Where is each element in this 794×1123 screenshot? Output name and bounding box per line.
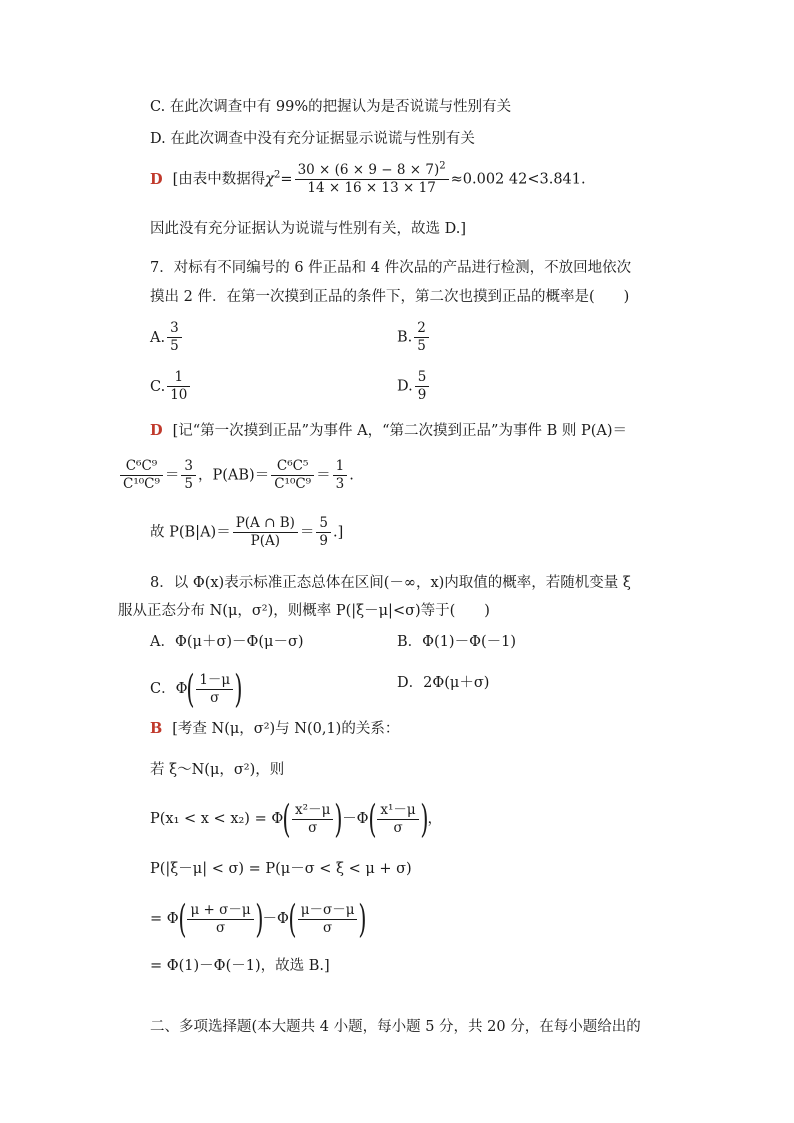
fraction-numerator: 30 × (6 × 9 − 8 × 7) bbox=[297, 162, 440, 178]
q7-option-d: D. $\frac{5}{9}$ bbox=[397, 369, 431, 404]
q7-stem-line2: 摸出 2 件．在第一次摸到正品的条件下，第二次也摸到正品的概率是( ) bbox=[150, 289, 630, 305]
q8-option-c: C．Φ( $\frac{1-\mu}{\sigma}$ ) bbox=[150, 667, 243, 711]
q8-solution-line4: P(|ξ－μ| < σ) = P(μ－σ < ξ < μ + σ) bbox=[150, 861, 412, 877]
numerator-exp: 2 bbox=[439, 160, 446, 172]
q7-options-row1 bbox=[150, 320, 426, 355]
q8-solution-line5: = Φ( $\frac{\mu + \sigma-\mu}{\sigma}$ )－Φ( $\frac{\mu-\sigma-\mu}{\sigma}$ ) bbox=[150, 897, 367, 941]
q6-solution-line1 bbox=[150, 162, 586, 197]
q7-solution-line3: 故 P(B|A)＝ $\frac{P(A \cap B)}{P(A)}$ ＝ $\frac{5}{9}$ .] bbox=[150, 515, 344, 549]
equals: = bbox=[280, 171, 293, 188]
q8-stem-line1: 8．以 Φ(x)表示标准正态总体在区间(－∞，x)内取值的概率，若随机变量 ξ bbox=[150, 575, 631, 591]
q6-solution-line2: 因此没有充分证据认为说谎与性别有关，故选 D.] bbox=[150, 221, 466, 237]
q7-solution-line2: $\frac{\text{C⁶C⁹}}{\text{C¹⁰C⁹}}$ ＝ $\frac{3}{5}$ ，P(AB)＝ $\frac{\text{C⁶C⁵}}{\text{C¹⁰C⁹}}$ ＝ $\frac{1}{3}$ . bbox=[118, 458, 354, 493]
q8-options-row1 bbox=[150, 632, 517, 652]
q7-stem-line1: 7．对标有不同编号的 6 件正品和 4 件次品的产品进行检测，不放回地依次 bbox=[150, 260, 632, 276]
q6-option-c: C. 在此次调查中有 99%的把握认为是否说谎与性别有关 bbox=[150, 99, 512, 115]
q8-solution-line2: 若 ξ～N(μ，σ²)，则 bbox=[150, 762, 285, 778]
q7-option-a: A. $\frac{3}{5}$ bbox=[150, 330, 184, 346]
q8-solution-line1: B [考查 N(μ，σ²)与 N(0,1)的关系： bbox=[150, 720, 400, 737]
q6-option-d: D. 在此次调查中没有充分证据显示说谎与性别有关 bbox=[150, 131, 475, 147]
q7-answer: D bbox=[150, 422, 163, 439]
q6-sol-prefix: [由表中数据得 bbox=[172, 171, 266, 188]
q7-option-c: C. $\frac{1}{10}$ bbox=[150, 379, 192, 395]
section-2-heading: 二、多项选择题(本大题共 4 小题，每小题 5 分，共 20 分，在每小题给出的 bbox=[150, 1019, 641, 1035]
q8-solution-line3: P(x₁ < x < x₂) = Φ( $\frac{\text{x²－μ}}{\sigma}$ )－Φ( $\frac{\text{x¹－μ}}{\sigma}$ )， bbox=[150, 797, 443, 841]
chi-symbol: χ bbox=[265, 171, 275, 188]
q7-solution-line1: D [记“第一次摸到正品”为事件 A，“第二次摸到正品”为事件 B 则 P(A)＝ bbox=[150, 422, 627, 439]
q8-options-row2 bbox=[150, 667, 490, 711]
q8-answer: B bbox=[150, 720, 163, 737]
q8-option-d: D．2Φ(μ＋σ) bbox=[397, 675, 490, 691]
chi-square-fraction bbox=[295, 162, 449, 197]
fraction-denominator: 14 × 16 × 13 × 17 bbox=[295, 179, 449, 197]
q6-sol-tail: ≈0.002 42<3.841. bbox=[450, 171, 586, 188]
q7-options-row2 bbox=[150, 369, 427, 404]
q6-answer: D bbox=[150, 170, 163, 188]
q8-stem-line2: 服从正态分布 N(μ，σ²)，则概率 P(|ξ－μ|<σ)等于( ) bbox=[118, 603, 490, 619]
q8-option-a: A．Φ(μ＋σ)－Φ(μ－σ) bbox=[150, 634, 304, 650]
q8-option-b: B．Φ(1)－Φ(－1) bbox=[397, 634, 517, 650]
q7-option-b: B. $\frac{2}{5}$ bbox=[397, 320, 431, 355]
q8-solution-line6: = Φ(1)－Φ(－1)，故选 B.] bbox=[150, 958, 330, 974]
chi-square-exp: 2 bbox=[274, 169, 281, 181]
